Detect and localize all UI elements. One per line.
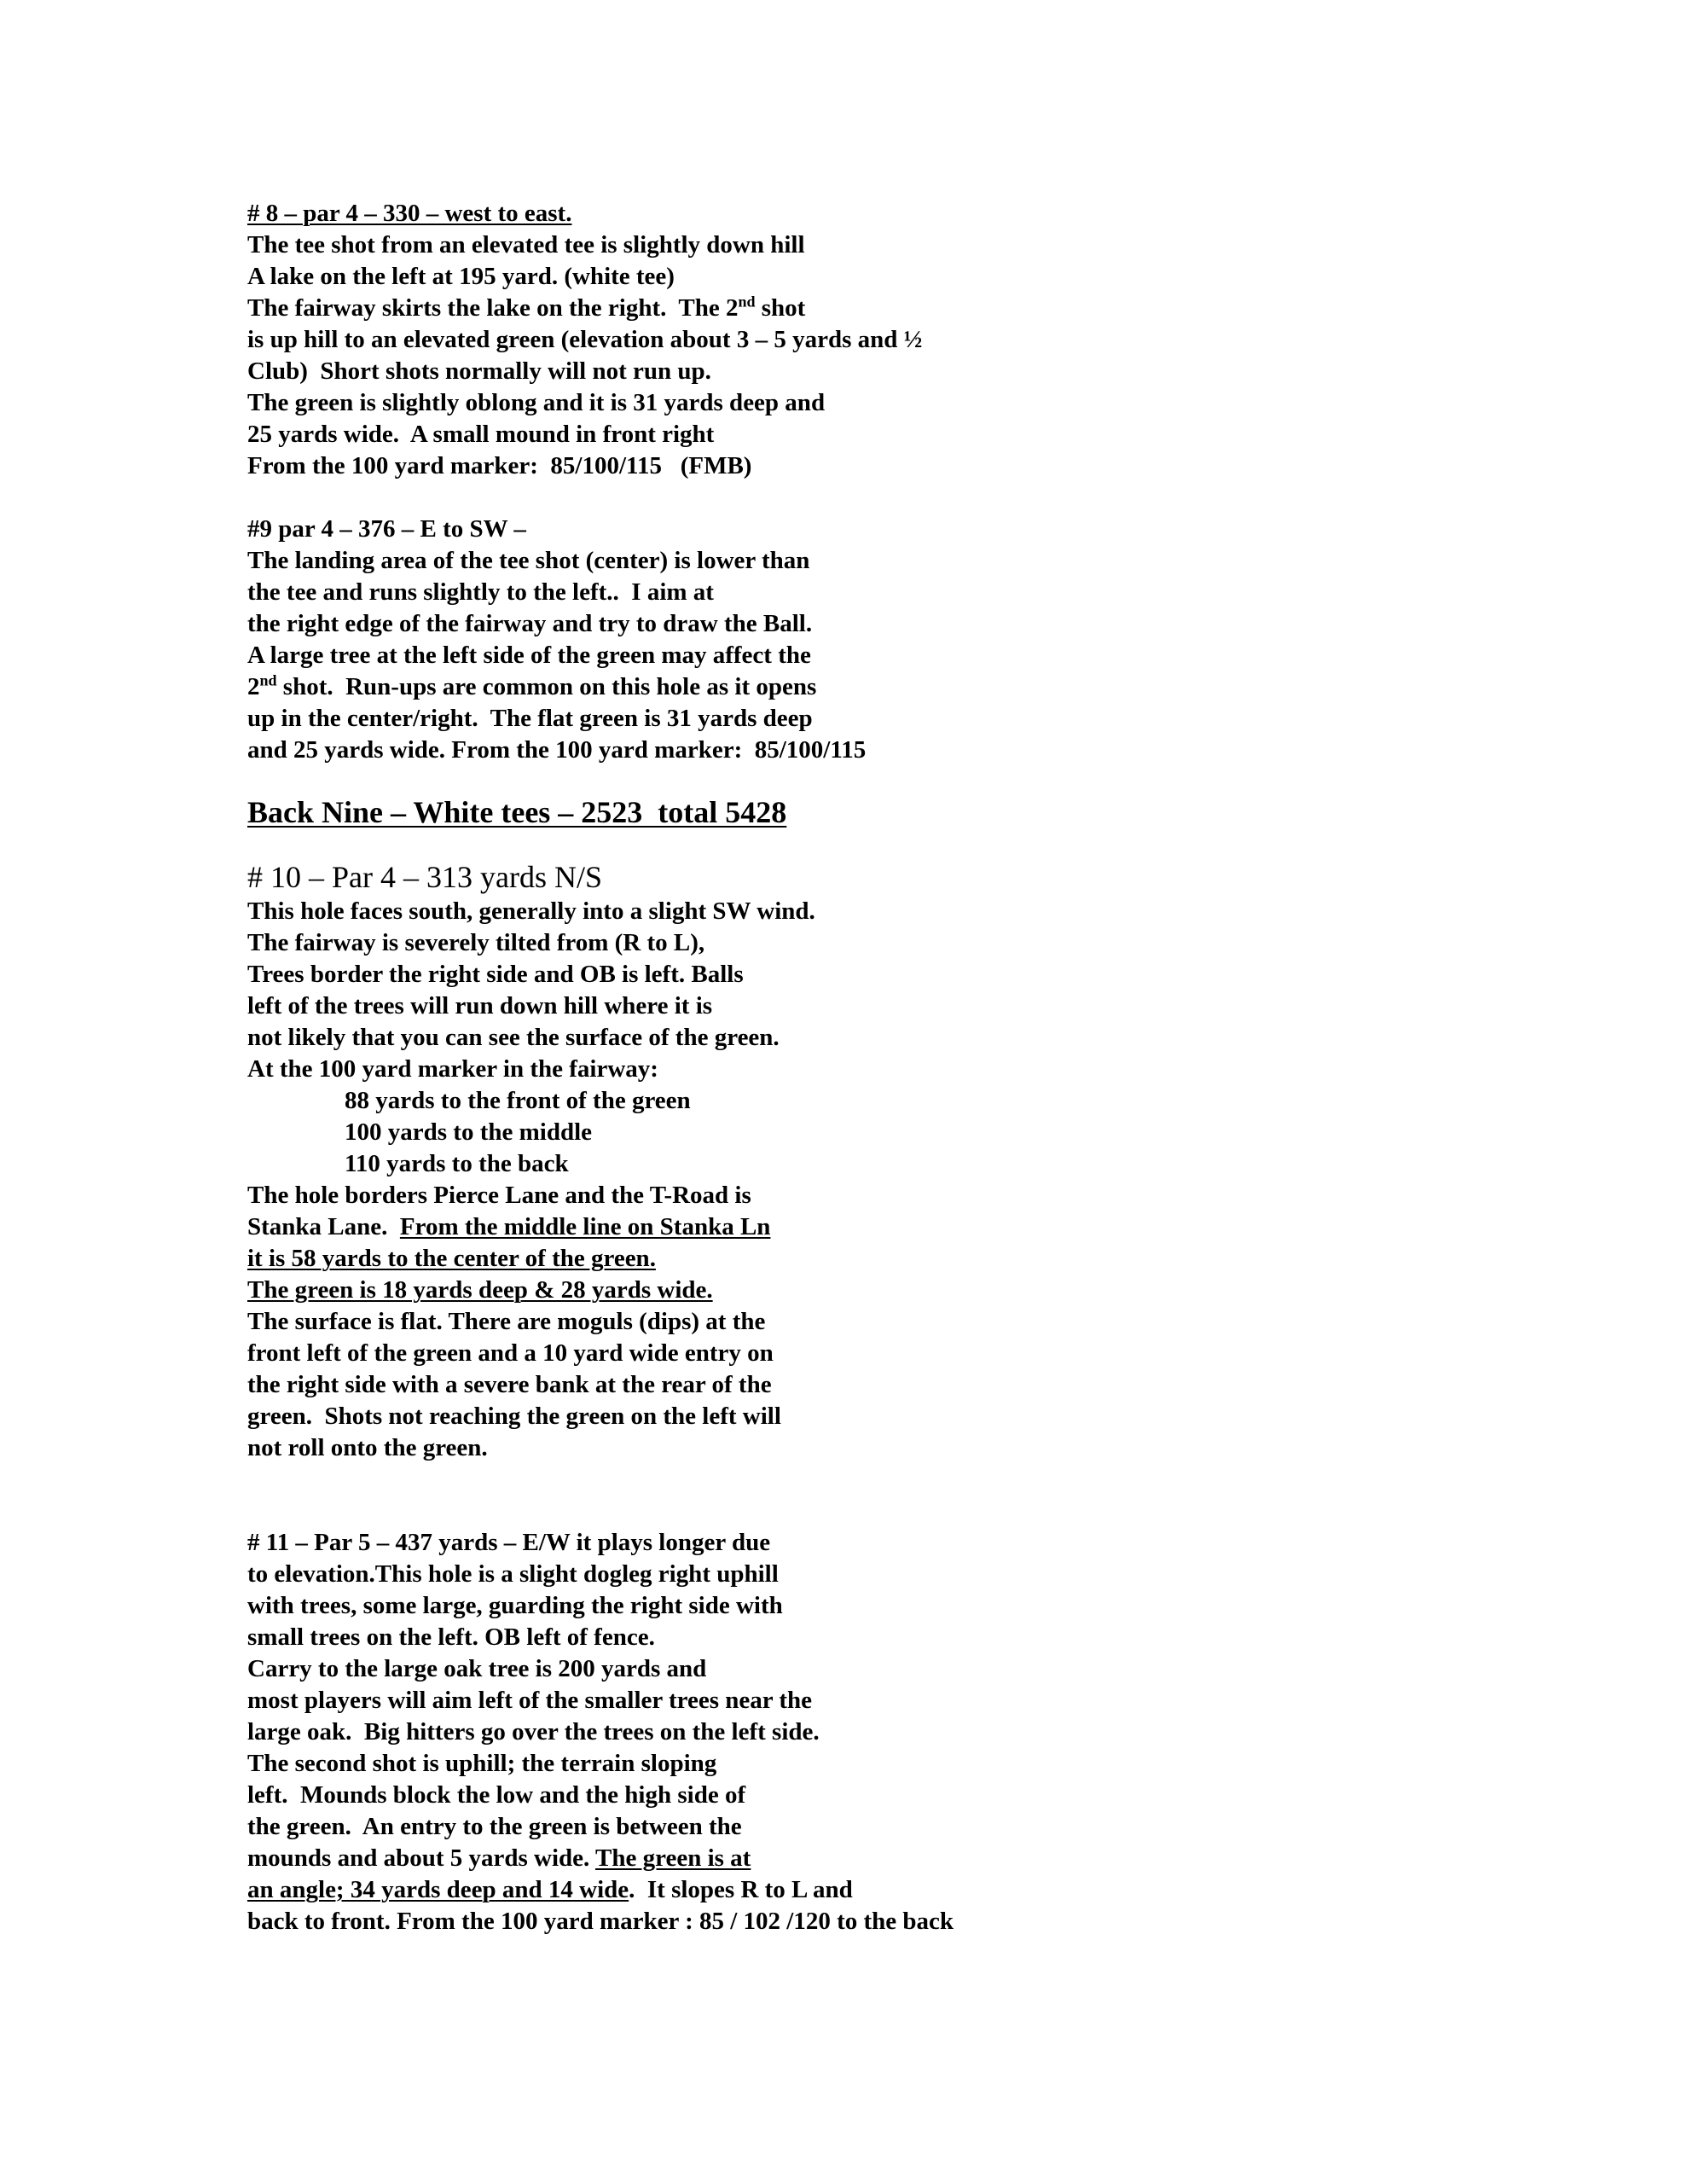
- hole-11-line: Carry to the large oak tree is 200 yards and: [247, 1655, 707, 1682]
- text-run: mounds and about 5 yards wide.: [247, 1844, 596, 1872]
- hole-10-line: At the 100 yard marker in the fairway:: [247, 1055, 658, 1083]
- hole-8-line: The tee shot from an elevated tee is slightly down hill: [247, 231, 805, 258]
- text-run: shot: [755, 294, 806, 322]
- hole-11-line: [247, 1843, 1441, 1874]
- hole-9-line: the right edge of the fairway and try to draw the Ball.: [247, 610, 813, 637]
- hole-8-title: # 8 – par 4 – 330 – west to east.: [247, 200, 572, 227]
- hole-11-line: large oak. Big hitters go over the trees on the left side.: [247, 1718, 820, 1745]
- underlined-text: an angle; 34 yards deep and 14 wide: [247, 1876, 629, 1903]
- text-run: . It slopes R to L and: [629, 1876, 853, 1903]
- hole-8-line: is up hill to an elevated green (elevation about 3 – 5 yards and ½: [247, 326, 923, 353]
- hole-10-line: [247, 1243, 1441, 1275]
- hole-11-section: [247, 1527, 1441, 1937]
- hole-11-title: # 11 – Par 5 – 437 yards – E/W it plays longer due: [247, 1529, 771, 1556]
- hole-11-line: with trees, some large, guarding the right side with: [247, 1592, 783, 1619]
- hole-9-line: the tee and runs slightly to the left.. I aim at: [247, 578, 714, 606]
- hole-9-line: and 25 yards wide. From the 100 yard marker: 85/100/115: [247, 736, 867, 764]
- hole-8-line: The green is slightly oblong and it is 31 yards deep and: [247, 389, 826, 416]
- hole-10-line: not roll onto the green.: [247, 1434, 488, 1461]
- hole-11-line: [247, 1874, 1441, 1906]
- underlined-text: From the middle line on Stanka Ln: [399, 1213, 771, 1240]
- text-run: Stanka Lane.: [247, 1213, 400, 1240]
- hole-10-line: not likely that you can see the surface of the green.: [247, 1024, 780, 1051]
- document-page: [247, 198, 1441, 1937]
- hole-9-line: The landing area of the tee shot (center) is lower than: [247, 547, 810, 574]
- hole-10-line: front left of the green and a 10 yard wide entry on: [247, 1339, 774, 1367]
- hole-10-section: [247, 858, 1441, 1464]
- hole-10-title: # 10 – Par 4 – 313 yards N/S: [247, 860, 602, 894]
- underlined-text: The green is 18 yards deep & 28 yards wide.: [247, 1276, 713, 1304]
- underlined-text: The green is at: [595, 1844, 751, 1872]
- underlined-text: it is 58 yards to the center of the green.: [247, 1245, 656, 1272]
- hole-10-line: The fairway is severely tilted from (R to L),: [247, 929, 705, 956]
- hole-11-line: the green. An entry to the green is between the: [247, 1813, 742, 1840]
- hole-8-line: Club) Short shots normally will not run up.: [247, 357, 711, 385]
- back-nine-heading: Back Nine – White tees – 2523 total 5428: [247, 795, 787, 829]
- superscript: nd: [259, 671, 277, 689]
- distance-line: 88 yards to the front of the green: [345, 1087, 691, 1114]
- hole-11-line: small trees on the left. OB left of fence.: [247, 1623, 655, 1651]
- hole-9-line: A large tree at the left side of the green may affect the: [247, 642, 811, 669]
- hole-10-line: Trees border the right side and OB is left. Balls: [247, 961, 744, 988]
- hole-11-line: back to front. From the 100 yard marker : 85 / 102 /120 to the back: [247, 1908, 954, 1935]
- superscript: nd: [738, 293, 756, 311]
- hole-8-section: [247, 198, 1441, 482]
- hole-11-line: most players will aim left of the smaller trees near the: [247, 1687, 813, 1714]
- hole-10-line: left of the trees will run down hill where it is: [247, 992, 713, 1019]
- distance-line: 110 yards to the back: [345, 1150, 569, 1177]
- hole-11-line: The second shot is uphill; the terrain sloping: [247, 1750, 717, 1777]
- hole-10-line: The surface is flat. There are moguls (dips) at the: [247, 1308, 766, 1335]
- hole-8-line: A lake on the left at 195 yard. (white tee): [247, 263, 675, 290]
- text-run: shot. Run-ups are common on this hole as it opens: [276, 673, 817, 700]
- distance-line: 100 yards to the middle: [345, 1118, 592, 1146]
- hole-11-line: to elevation.This hole is a slight dogleg right uphill: [247, 1560, 779, 1588]
- hole-10-line: [247, 1211, 1441, 1243]
- hole-10-line: the right side with a severe bank at the rear of the: [247, 1371, 772, 1398]
- hole-8-line: 25 yards wide. A small mound in front right: [247, 421, 715, 448]
- hole-10-line: The hole borders Pierce Lane and the T-Road is: [247, 1182, 751, 1209]
- hole-9-line: up in the center/right. The flat green is 31 yards deep: [247, 705, 813, 732]
- hole-10-line: This hole faces south, generally into a slight SW wind.: [247, 897, 815, 925]
- hole-11-line: left. Mounds block the low and the high side of: [247, 1781, 746, 1809]
- hole-8-line: From the 100 yard marker: 85/100/115 (FMB): [247, 452, 752, 479]
- hole-10-line: [247, 1275, 1441, 1306]
- hole-9-line: [247, 671, 1441, 703]
- text-run: 2: [247, 673, 260, 700]
- hole-9-section: [247, 514, 1441, 766]
- hole-10-line: green. Shots not reaching the green on the left will: [247, 1403, 781, 1430]
- hole-9-title: #9 par 4 – 376 – E to SW –: [247, 515, 526, 543]
- text-run: The fairway skirts the lake on the right. The 2: [247, 294, 739, 322]
- hole-8-line: [247, 293, 1441, 324]
